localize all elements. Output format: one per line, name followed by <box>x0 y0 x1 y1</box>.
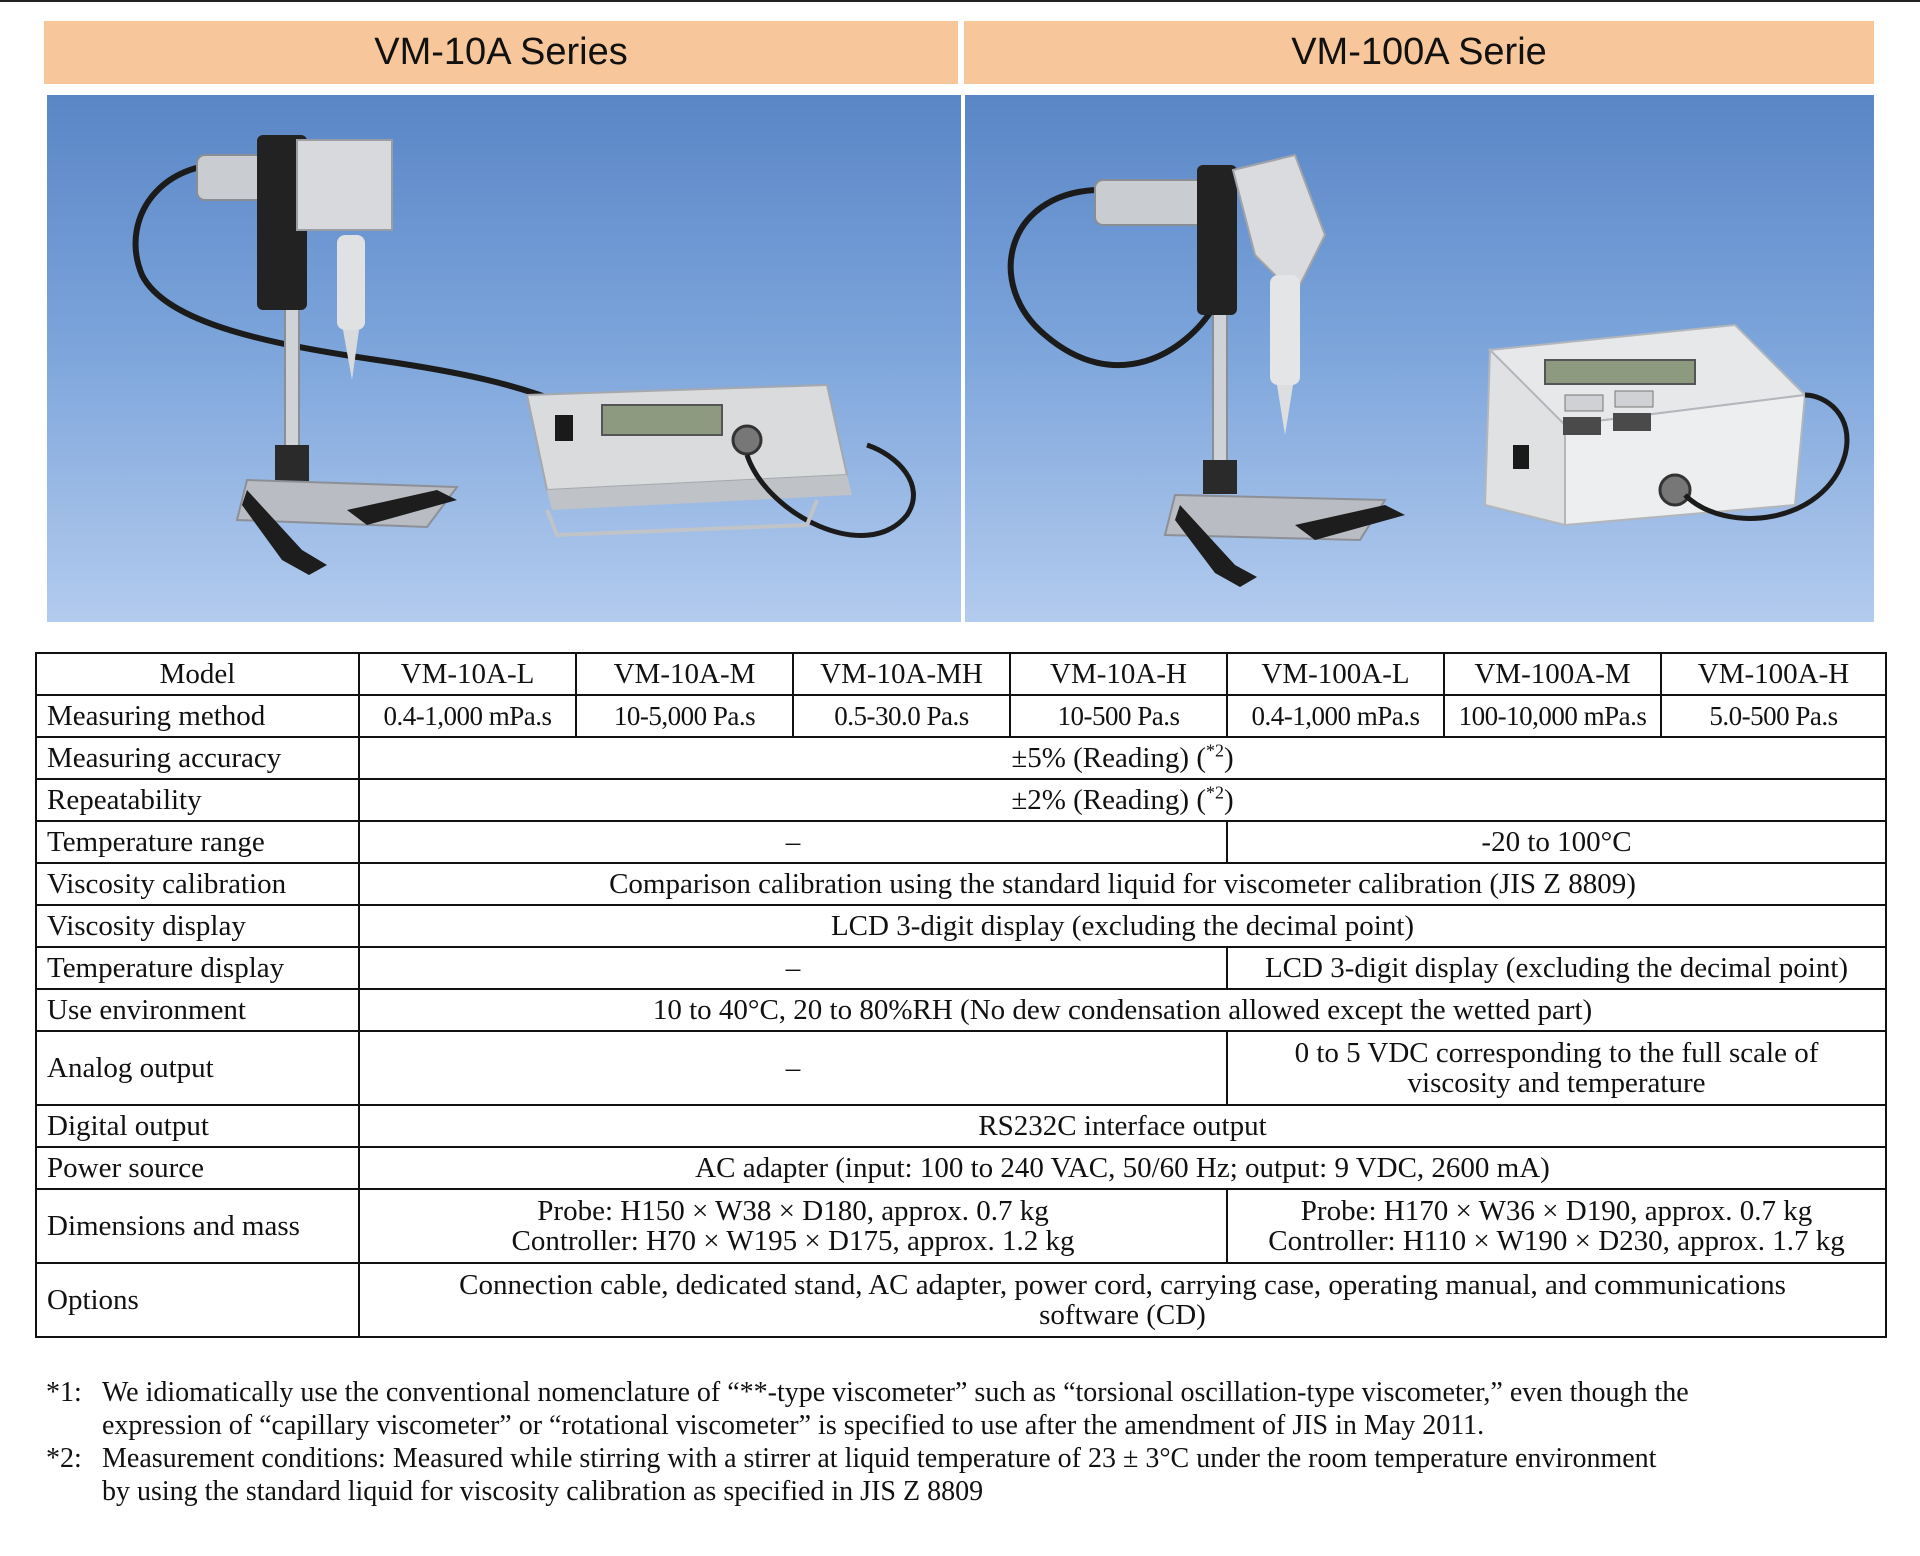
temp-display-vm-10a: – <box>359 947 1227 989</box>
footnote-1-line-1: We idiomatically use the conventional nomenclature of “**-type viscometer” such as “torsional oscillation-type viscometer,” even though the <box>102 1377 1689 1408</box>
model-vm-10a-m: VM-10A-M <box>576 653 793 695</box>
footnote-1 <box>46 1376 1876 1442</box>
table-row-dimensions-and-mass <box>36 1189 1886 1263</box>
footnote-1-text <box>102 1376 1876 1442</box>
row-label-temperature-range: Temperature range <box>36 821 359 863</box>
row-label-power-source: Power source <box>36 1147 359 1189</box>
row-label-use-environment: Use environment <box>36 989 359 1031</box>
model-vm-100a-l: VM-100A-L <box>1227 653 1444 695</box>
repeatability-suffix: ) <box>1224 784 1234 816</box>
temp-display-vm-100a: LCD 3-digit display (excluding the decimal point) <box>1227 947 1886 989</box>
accuracy-footnote-ref: *2 <box>1206 740 1225 761</box>
dimensions-vm-100a-controller: Controller: H110 × W190 × D230, approx. 1.7 kg <box>1268 1225 1845 1257</box>
viscosity-display-value: LCD 3-digit display (excluding the decimal point) <box>359 905 1886 947</box>
dimensions-vm-10a-controller: Controller: H70 × W195 × D175, approx. 1.2 kg <box>511 1225 1075 1257</box>
dimensions-vm-10a <box>359 1189 1227 1263</box>
series-header-vm-10a: VM-10A Series <box>44 21 958 84</box>
footnote-2-line-2: by using the standard liquid for viscosity calibration as specified in JIS Z 8809 <box>102 1476 984 1507</box>
accuracy-value <box>359 737 1886 779</box>
table-row-viscosity-display <box>36 905 1886 947</box>
footnotes <box>46 1376 1876 1508</box>
temp-range-vm-100a: -20 to 100°C <box>1227 821 1886 863</box>
model-vm-10a-h: VM-10A-H <box>1010 653 1227 695</box>
row-label-repeatability: Repeatability <box>36 779 359 821</box>
row-label-options: Options <box>36 1263 359 1337</box>
table-row-analog-output <box>36 1031 1886 1105</box>
footnote-2-text <box>102 1442 1876 1508</box>
footnote-2-mark: *2: <box>46 1443 82 1474</box>
table-row-viscosity-calibration <box>36 863 1886 905</box>
specifications-table <box>35 652 1887 1338</box>
dimensions-vm-100a <box>1227 1189 1886 1263</box>
use-environment-value: 10 to 40°C, 20 to 80%RH (No dew condensation allowed except the wetted part) <box>359 989 1886 1031</box>
analog-output-line-2: viscosity and temperature <box>1407 1067 1706 1099</box>
model-vm-10a-mh: VM-10A-MH <box>793 653 1010 695</box>
table-row-use-environment <box>36 989 1886 1031</box>
row-label-analog-output: Analog output <box>36 1031 359 1105</box>
row-label-measuring-accuracy: Measuring accuracy <box>36 737 359 779</box>
repeatability-value <box>359 779 1886 821</box>
table-row-measuring-method <box>36 695 1886 737</box>
product-photo-vm-100a <box>965 95 1874 622</box>
method-vm-100a-l: 0.4-1,000 mPa.s <box>1227 695 1444 737</box>
row-label-digital-output: Digital output <box>36 1105 359 1147</box>
row-label-dimensions-and-mass: Dimensions and mass <box>36 1189 359 1263</box>
row-label-temperature-display: Temperature display <box>36 947 359 989</box>
dimensions-vm-10a-probe: Probe: H150 × W38 × D180, approx. 0.7 kg <box>537 1195 1049 1227</box>
method-vm-10a-h: 10-500 Pa.s <box>1010 695 1227 737</box>
row-label-viscosity-display: Viscosity display <box>36 905 359 947</box>
digital-output-value: RS232C interface output <box>359 1105 1886 1147</box>
dimensions-vm-100a-probe: Probe: H170 × W36 × D190, approx. 0.7 kg <box>1300 1195 1813 1227</box>
options-line-2: software (CD) <box>1039 1299 1206 1331</box>
method-vm-100a-h: 5.0-500 Pa.s <box>1661 695 1886 737</box>
footnote-1-line-2: expression of “capillary viscometer” or “rotational viscometer” is specified to use after the amendment of JIS in May 2011. <box>102 1410 1485 1441</box>
table-row-model <box>36 653 1886 695</box>
model-vm-100a-h: VM-100A-H <box>1661 653 1886 695</box>
analog-output-vm-10a: – <box>359 1031 1227 1105</box>
options-line-1: Connection cable, dedicated stand, AC adapter, power cord, carrying case, operating manual, and communications <box>459 1269 1786 1301</box>
table-row-temperature-display <box>36 947 1886 989</box>
analog-output-line-1: 0 to 5 VDC corresponding to the full scale of <box>1294 1037 1819 1069</box>
table-row-options <box>36 1263 1886 1337</box>
accuracy-suffix: ) <box>1224 742 1234 774</box>
method-vm-10a-l: 0.4-1,000 mPa.s <box>359 695 576 737</box>
accuracy-text: ±5% (Reading) ( <box>1011 742 1207 774</box>
row-label-measuring-method: Measuring method <box>36 695 359 737</box>
method-vm-10a-m: 10-5,000 Pa.s <box>576 695 793 737</box>
temp-range-vm-10a: – <box>359 821 1227 863</box>
table-row-digital-output <box>36 1105 1886 1147</box>
table-row-measuring-accuracy <box>36 737 1886 779</box>
footnote-2 <box>46 1442 1876 1508</box>
options-value <box>359 1263 1886 1337</box>
table-row-power-source <box>36 1147 1886 1189</box>
model-vm-100a-m: VM-100A-M <box>1444 653 1661 695</box>
model-vm-10a-l: VM-10A-L <box>359 653 576 695</box>
repeatability-text: ±2% (Reading) ( <box>1011 784 1207 816</box>
footnote-2-line-1: Measurement conditions: Measured while stirring with a stirrer at liquid temperature of 23 ± 3°C under the room temperature environment <box>102 1443 1657 1474</box>
row-label-model: Model <box>36 653 359 695</box>
power-source-value: AC adapter (input: 100 to 240 VAC, 50/60 Hz; output: 9 VDC, 2600 mA) <box>359 1147 1886 1189</box>
product-photo-vm-10a <box>47 95 961 622</box>
repeatability-footnote-ref: *2 <box>1206 782 1225 803</box>
table-row-temperature-range <box>36 821 1886 863</box>
series-header-vm-100a: VM-100A Serie <box>964 21 1874 84</box>
row-label-viscosity-calibration: Viscosity calibration <box>36 863 359 905</box>
method-vm-10a-mh: 0.5-30.0 Pa.s <box>793 695 1010 737</box>
table-row-repeatability <box>36 779 1886 821</box>
method-vm-100a-m: 100-10,000 mPa.s <box>1444 695 1661 737</box>
footnote-1-mark: *1: <box>46 1377 82 1408</box>
top-rule <box>0 0 1920 2</box>
viscosity-calibration-value: Comparison calibration using the standard liquid for viscometer calibration (JIS Z 8809) <box>359 863 1886 905</box>
analog-output-vm-100a <box>1227 1031 1886 1105</box>
